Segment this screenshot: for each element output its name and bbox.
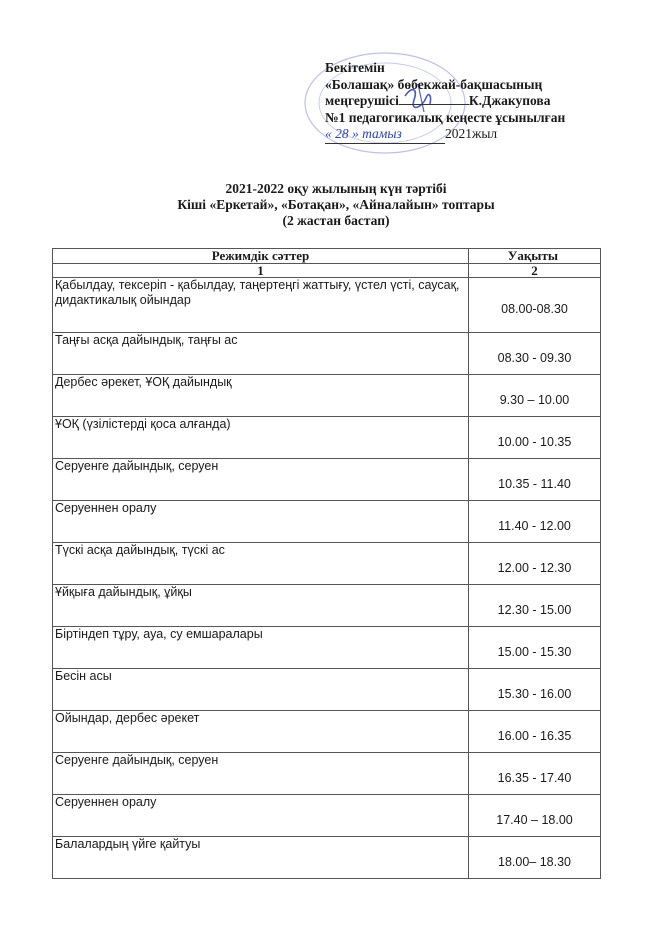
table-row	[53, 278, 601, 333]
table-header-row	[53, 249, 601, 264]
time-cell: 12.00 - 12.30	[469, 543, 601, 585]
table-row	[53, 711, 601, 753]
column-number-1: 1	[53, 264, 469, 278]
time-cell: 11.40 - 12.00	[469, 501, 601, 543]
table-row	[53, 585, 601, 627]
activity-cell: Серуеннен оралу	[53, 795, 469, 837]
schedule-table	[52, 248, 601, 879]
approval-line2: «Болашақ» бөбекжай-бақшасының	[325, 76, 543, 92]
time-cell: 10.35 - 11.40	[469, 459, 601, 501]
time-cell: 08.00-08.30	[469, 278, 601, 333]
table-number-row	[53, 264, 601, 278]
activity-cell: Серуенге дайындық, серуен	[53, 459, 469, 501]
table-row	[53, 501, 601, 543]
approval-director-name: К.Джакупова	[468, 93, 551, 108]
activity-cell: Ойындар, дербес әрекет	[53, 711, 469, 753]
title-line1: 2021-2022 оқу жылының күн тәртібі	[225, 181, 447, 196]
title-line3: (2 жастан бастап)	[282, 213, 390, 228]
activity-cell: Балалардың үйге қайтуы	[53, 837, 469, 879]
activity-cell: Серуенге дайындық, серуен	[53, 753, 469, 795]
column-number-2: 2	[469, 264, 601, 278]
table-row	[53, 795, 601, 837]
activity-cell: Қабылдау, тексеріп - қабылдау, таңертеңгі жаттығу, үстел үсті, саусақ, дидактикалық ойындар	[53, 278, 469, 333]
document-title	[0, 181, 672, 229]
time-cell: 15.00 - 15.30	[469, 627, 601, 669]
table-row	[53, 543, 601, 585]
activity-cell: Дербес әрекет, ҰОҚ дайындық	[53, 375, 469, 417]
approval-line1: Бекітемін	[325, 60, 385, 75]
time-cell: 08.30 - 09.30	[469, 333, 601, 375]
table-row	[53, 753, 601, 795]
header-activity: Режимдік сәттер	[53, 249, 469, 264]
time-cell: 15.30 - 16.00	[469, 669, 601, 711]
approval-date-handwritten: « 28 » тамыз	[325, 126, 445, 144]
table-row	[53, 627, 601, 669]
approval-block	[325, 60, 625, 144]
time-cell: 16.00 - 16.35	[469, 711, 601, 753]
header-time: Уақыты	[469, 249, 601, 264]
approval-line4: №1 педагогикалық кеңесте ұсынылған	[325, 109, 566, 125]
activity-cell: Бесін асы	[53, 669, 469, 711]
time-cell: 16.35 - 17.40	[469, 753, 601, 795]
time-cell: 9.30 – 10.00	[469, 375, 601, 417]
activity-cell: ҰОҚ (үзілістерді қоса алғанда)	[53, 417, 469, 459]
time-cell: 17.40 – 18.00	[469, 795, 601, 837]
approval-position: меңгерушісі	[325, 93, 399, 108]
activity-cell: Ұйқыға дайындық, ұйқы	[53, 585, 469, 627]
approval-line5	[325, 126, 625, 144]
table-row	[53, 459, 601, 501]
signature-underline	[399, 93, 469, 105]
table-row	[53, 333, 601, 375]
activity-cell: Түскі асқа дайындық, түскі ас	[53, 543, 469, 585]
time-cell: 12.30 - 15.00	[469, 585, 601, 627]
time-cell: 18.00– 18.30	[469, 837, 601, 879]
table-row	[53, 375, 601, 417]
activity-cell: Серуеннен оралу	[53, 501, 469, 543]
time-cell: 10.00 - 10.35	[469, 417, 601, 459]
table-row	[53, 417, 601, 459]
title-line2: Кіші «Еркетай», «Ботақан», «Айналайын» топтары	[177, 197, 495, 212]
approval-year: 2021жыл	[445, 126, 498, 141]
table-row	[53, 669, 601, 711]
activity-cell: Таңғы асқа дайындық, таңғы ас	[53, 333, 469, 375]
activity-cell: Біртіндеп тұру, ауа, су емшаралары	[53, 627, 469, 669]
table-row	[53, 837, 601, 879]
approval-line3	[325, 93, 625, 110]
